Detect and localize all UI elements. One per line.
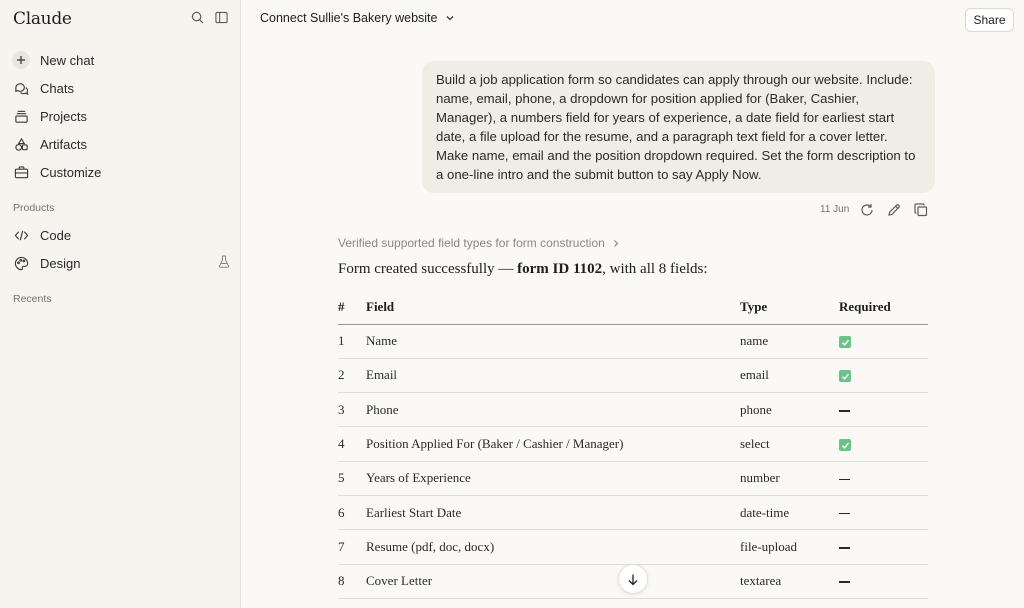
- projects-stack-icon: [12, 107, 30, 125]
- field-type: select: [740, 427, 839, 461]
- sidebar-item-design[interactable]: [12, 251, 232, 275]
- arrow-down-icon: [627, 573, 639, 586]
- table-row: [338, 495, 928, 529]
- row-number: 5: [338, 461, 366, 495]
- form-id: form ID 1102: [517, 261, 603, 277]
- conversation-title[interactable]: [260, 11, 455, 25]
- share-button[interactable]: Share: [965, 8, 1014, 32]
- dash-icon: [839, 410, 850, 412]
- sidebar-toggle-icon[interactable]: [212, 8, 230, 26]
- field-name: Cover Letter: [366, 564, 740, 598]
- sidebar-item-label: Artifacts: [40, 136, 87, 152]
- column-header-field: Field: [366, 290, 740, 324]
- field-name: Years of Experience: [366, 461, 740, 495]
- table-header-row: [338, 290, 928, 324]
- sidebar-item-code[interactable]: [12, 223, 232, 247]
- sidebar: [0, 0, 241, 608]
- required-cell: [839, 461, 928, 495]
- row-number: 3: [338, 393, 366, 427]
- column-header-type: Type: [740, 290, 839, 324]
- table-row: [338, 530, 928, 564]
- reply-suffix: , with all 8 fields:: [602, 261, 708, 277]
- user-message-text: Build a job application form so candidates can apply through our website. Include: name, email, phone, a dropdown for position applied for (Baker, Cashier, Manager), a numbers field for years of experience, a date field for earliest start date, a file upload for the resume, and a paragraph text field for a cover letter. Make name, email and the position dropdown required. Set the form description to a one-line intro and the submit button to say Apply Now.: [436, 72, 916, 182]
- dash-icon: [839, 479, 850, 481]
- flask-icon: [218, 255, 230, 273]
- sidebar-item-chats[interactable]: [12, 76, 232, 100]
- table-row: [338, 427, 928, 461]
- chevron-down-icon: [445, 13, 455, 23]
- required-cell: [839, 393, 928, 427]
- table-row: [338, 324, 928, 358]
- field-type: email: [740, 358, 839, 392]
- table-body: [338, 324, 928, 598]
- plus-icon: [12, 51, 30, 69]
- search-icon[interactable]: [188, 8, 206, 26]
- sidebar-item-projects[interactable]: [12, 104, 232, 128]
- code-icon: [12, 226, 30, 244]
- dash-icon: [839, 513, 850, 515]
- thinking-summary[interactable]: [338, 236, 620, 250]
- palette-icon: [12, 254, 30, 272]
- form-fields-table: [338, 290, 928, 599]
- sidebar-item-new-chat[interactable]: [12, 48, 232, 72]
- products-section-label: Products: [13, 202, 55, 214]
- required-cell: [839, 358, 928, 392]
- assistant-reply-intro: [338, 261, 708, 278]
- chat-bubbles-icon: [12, 79, 30, 97]
- reply-prefix: Form created successfully —: [338, 261, 518, 277]
- field-type: name: [740, 324, 839, 358]
- scroll-down-button[interactable]: [618, 564, 648, 594]
- conversation-title-text: Connect Sullie's Bakery website: [260, 11, 438, 25]
- sidebar-item-label: Projects: [40, 108, 87, 124]
- chevron-right-icon: [612, 239, 620, 248]
- required-cell: [839, 530, 928, 564]
- column-header-number: #: [338, 290, 366, 324]
- field-name: Phone: [366, 393, 740, 427]
- user-message: [422, 61, 935, 193]
- row-number: 7: [338, 530, 366, 564]
- checkmark-icon: [839, 370, 851, 382]
- briefcase-icon: [12, 163, 30, 181]
- column-header-required: Required: [839, 290, 928, 324]
- row-number: 4: [338, 427, 366, 461]
- sidebar-item-label: Design: [40, 255, 81, 271]
- recents-section-label: Recents: [13, 293, 52, 305]
- sidebar-item-customize[interactable]: [12, 160, 232, 184]
- app-logo[interactable]: Claude: [13, 9, 72, 29]
- sidebar-item-label: New chat: [40, 52, 95, 68]
- checkmark-icon: [839, 336, 851, 348]
- table-row: [338, 358, 928, 392]
- copy-icon[interactable]: [913, 202, 929, 218]
- sidebar-item-artifacts[interactable]: [12, 132, 232, 156]
- sidebar-item-label: Customize: [40, 164, 102, 180]
- thinking-summary-text: Verified supported field types for form construction: [338, 236, 605, 250]
- dash-icon: [839, 581, 850, 583]
- field-type: number: [740, 461, 839, 495]
- sidebar-item-label: Code: [40, 227, 72, 243]
- table-row: [338, 393, 928, 427]
- required-cell: [839, 495, 928, 529]
- checkmark-icon: [839, 439, 851, 451]
- field-type: file-upload: [740, 530, 839, 564]
- artifacts-shapes-icon: [12, 135, 30, 153]
- field-name: Position Applied For (Baker / Cashier / Manager): [366, 427, 740, 461]
- table-row: [338, 461, 928, 495]
- required-cell: [839, 324, 928, 358]
- field-type: phone: [740, 393, 839, 427]
- field-name: Email: [366, 358, 740, 392]
- row-number: 2: [338, 358, 366, 392]
- field-type: date-time: [740, 495, 839, 529]
- sidebar-item-label: Chats: [40, 80, 74, 96]
- required-cell: [839, 564, 928, 598]
- row-number: 8: [338, 564, 366, 598]
- row-number: 6: [338, 495, 366, 529]
- dash-icon: [839, 547, 850, 549]
- required-cell: [839, 427, 928, 461]
- row-number: 1: [338, 324, 366, 358]
- field-name: Earliest Start Date: [366, 495, 740, 529]
- field-name: Name: [366, 324, 740, 358]
- field-name: Resume (pdf, doc, docx): [366, 530, 740, 564]
- retry-icon[interactable]: [859, 202, 875, 218]
- edit-icon[interactable]: [886, 202, 902, 218]
- message-date: 11 Jun: [820, 204, 850, 215]
- field-type: textarea: [740, 564, 839, 598]
